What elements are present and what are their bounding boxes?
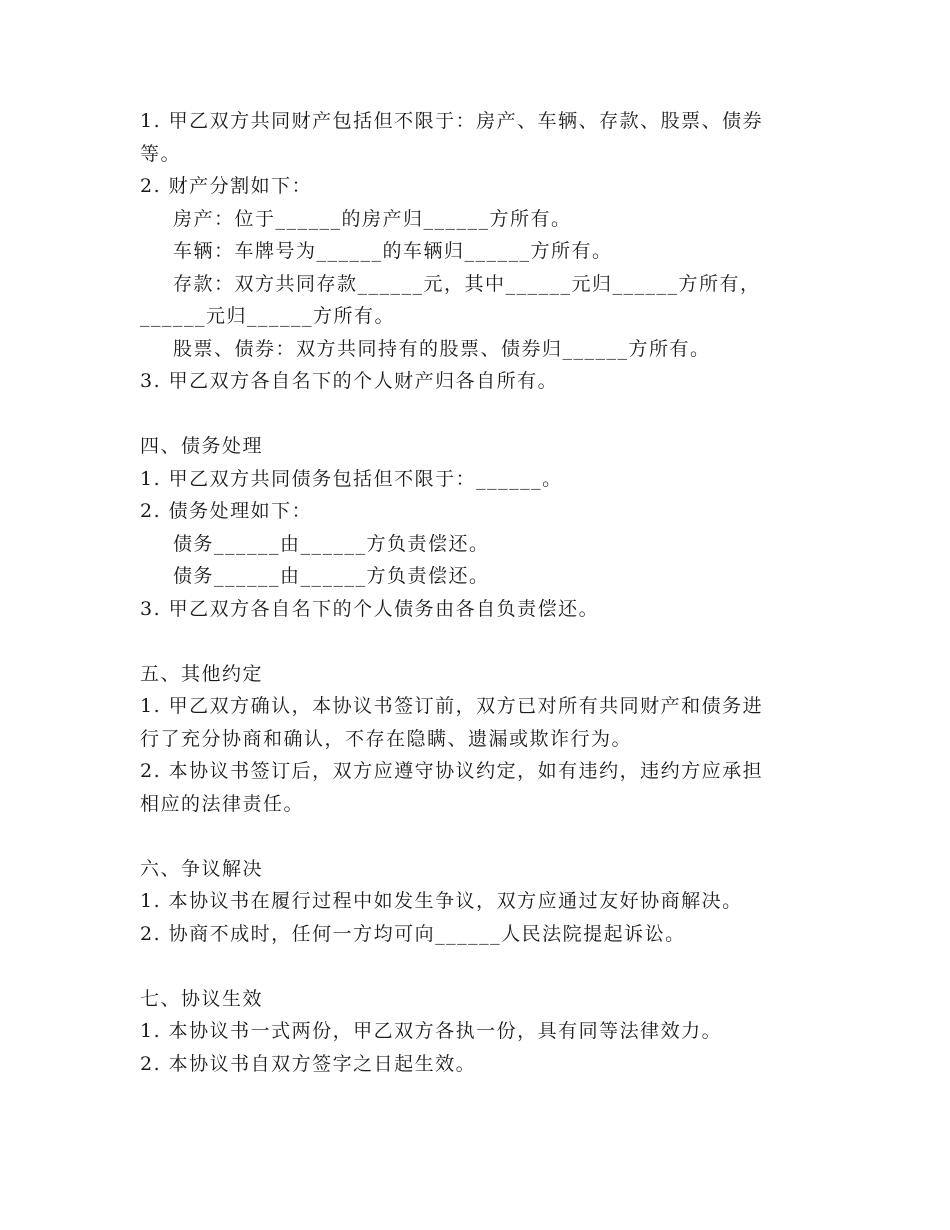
spacer	[140, 950, 812, 983]
property-item-1: 1. 甲乙双方共同财产包括但不限于：房产、车辆、存款、股票、债券	[140, 110, 764, 132]
section-heading-debt: 四、债务处理	[140, 435, 264, 457]
property-vehicle: 车辆：车牌号为______的车辆归______方所有。	[173, 240, 613, 262]
property-item-3: 3. 甲乙双方各自名下的个人财产归各自所有。	[140, 370, 559, 392]
dispute-item-1: 1. 本协议书在履行过程中如发生争议，双方应通过友好协商解决。	[140, 890, 743, 912]
debt-item-3: 3. 甲乙双方各自名下的个人债务由各自负责偿还。	[140, 597, 600, 620]
debt-item-1: 1. 甲乙双方共同债务包括但不限于：______。	[140, 467, 563, 490]
property-house: 房产：位于______的房产归______方所有。	[173, 207, 572, 230]
debt-item-2: 2. 债务处理如下：	[140, 500, 313, 522]
effect-item-1: 1. 本协议书一式两份，甲乙双方各执一份，具有同等法律效力。	[140, 1020, 723, 1042]
spacer	[140, 625, 812, 658]
property-deposit-cont: ______元归______方所有。	[140, 305, 396, 327]
property-item-2: 2. 财产分割如下：	[140, 175, 313, 197]
other-item-2: 2. 本协议书签订后，双方应遵守协议约定，如有违约，违约方应承担	[140, 760, 764, 782]
debt-sub-2: 债务______由______方负责偿还。	[173, 565, 490, 587]
property-deposit: 存款：双方共同存款______元，其中______元归______方所有，	[173, 272, 761, 295]
other-item-1: 1. 甲乙双方确认，本协议书签订前，双方已对所有共同财产和债务进	[140, 695, 764, 717]
section-effect	[140, 983, 812, 1081]
debt-sub-1: 债务______由______方负责偿还。	[173, 532, 490, 555]
section-dispute	[140, 853, 812, 951]
property-stocks: 股票、债券：双方共同持有的股票、债券归______方所有。	[173, 337, 711, 360]
section-heading-other: 五、其他约定	[140, 662, 264, 685]
property-item-1-cont: 等。	[140, 142, 182, 165]
dispute-item-2: 2. 协商不成时，任何一方均可向______人民法院提起诉讼。	[140, 922, 686, 945]
other-item-1-cont: 行了充分协商和确认，不存在隐瞒、遗漏或欺诈行为。	[140, 727, 633, 750]
other-item-2-cont: 相应的法律责任。	[140, 792, 305, 815]
document-page	[140, 105, 812, 1080]
spacer	[140, 398, 812, 431]
spacer	[140, 820, 812, 853]
effect-item-2: 2. 本协议书自双方签字之日起生效。	[140, 1052, 477, 1075]
section-other	[140, 658, 812, 821]
section-debt	[140, 430, 812, 625]
section-property	[140, 105, 812, 398]
section-heading-dispute: 六、争议解决	[140, 857, 264, 880]
section-heading-effect: 七、协议生效	[140, 987, 264, 1010]
